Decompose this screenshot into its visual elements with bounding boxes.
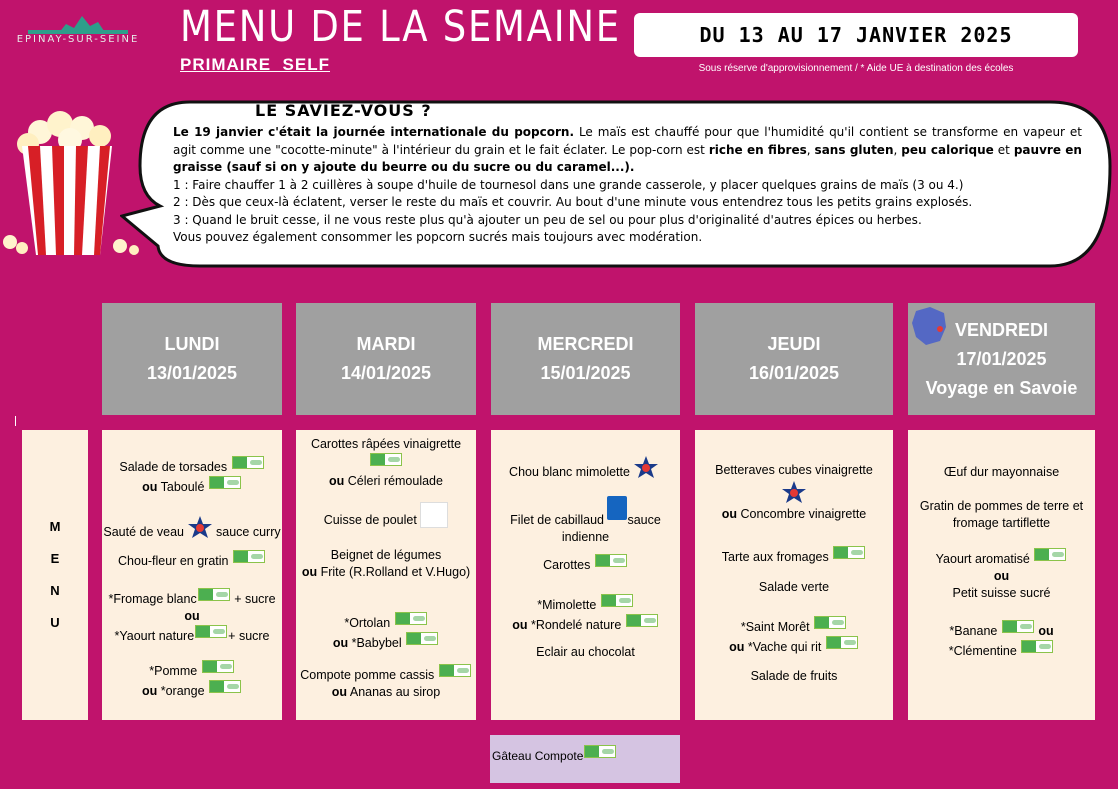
info-step-1: 1 : Faire chauffer 1 à 2 cuillères à soupe d'huile de tournesol dans une grande casserole, y placer quelques grains de maïs (3 ou 4.): [173, 177, 964, 192]
or-word: ou: [184, 609, 200, 623]
organic-label-icon: [814, 616, 846, 629]
day-date: 14/01/2025: [340, 363, 432, 383]
dish-name: Gâteau Compote: [492, 749, 584, 763]
menu-item: [908, 464, 1095, 481]
day-header-mercredi: [491, 303, 680, 415]
dish-name: Carottes râpées vinaigrette: [310, 437, 462, 451]
menu-item: [102, 588, 282, 645]
dish-name: Carottes: [543, 558, 591, 572]
info-bold-gluten: sans gluten: [814, 142, 894, 157]
menu-item: [296, 612, 476, 652]
menu-item: [908, 498, 1095, 532]
menu-item: [102, 456, 282, 496]
or-word: ou: [329, 474, 345, 488]
dish-name: Salade de torsades: [119, 460, 228, 474]
dish-name: + sucre: [228, 629, 270, 643]
dish-name: Frite (R.Rolland et V.Hugo): [320, 565, 471, 579]
menu-item: [695, 579, 893, 596]
menu-column-mardi: [296, 430, 476, 720]
saviez-vous-heading: LE SAVIEZ-VOUS ?: [255, 101, 432, 120]
organic-label-icon: [833, 546, 865, 559]
page-subtitle: PRIMAIRE SELF: [180, 55, 331, 74]
reserve-note: Sous réserve d'approvisionnement / * Aide UE à destination des écoles: [698, 63, 1014, 74]
menu-item: [695, 546, 893, 566]
menu-letter: E: [50, 551, 60, 566]
dish-name: indienne: [561, 530, 610, 544]
day-name: LUNDI: [164, 334, 220, 354]
epinay-logo: [8, 8, 148, 44]
organic-label-icon: [1021, 640, 1053, 653]
organic-label-icon: [826, 636, 858, 649]
menu-item: [491, 594, 680, 634]
dish-name: *Saint Morêt: [740, 620, 810, 634]
organic-label-icon: [232, 456, 264, 469]
dish-name: Concombre vinaigrette: [740, 507, 867, 521]
dish-name: *Vache qui rit: [747, 640, 822, 654]
organic-label-icon: [584, 745, 616, 758]
info-bold-calorique: peu calorique: [901, 142, 994, 157]
info-separator: ,: [893, 142, 902, 157]
menu-item: [695, 668, 893, 685]
dish-name: *Fromage blanc: [108, 592, 197, 606]
menu-item: [491, 454, 680, 481]
day-date: 13/01/2025: [146, 363, 238, 383]
dish-name: Sauté de veau: [103, 525, 184, 539]
dish-name: Œuf dur mayonnaise: [943, 465, 1060, 479]
bleu-blanc-coeur-icon: [420, 502, 448, 528]
menu-item: [296, 502, 476, 529]
menu-item: [296, 547, 476, 581]
menu-item: [491, 644, 680, 661]
menu-item: [102, 660, 282, 700]
organic-label-icon: [601, 594, 633, 607]
dish-name: sauce: [627, 513, 661, 527]
dish-name: *Ortolan: [344, 616, 391, 630]
info-paragraph: [173, 124, 1082, 177]
or-word: ou: [301, 565, 318, 579]
dish-name: Gratin de pommes de terre et fromage tartiflette: [919, 499, 1084, 530]
organic-label-icon: [198, 588, 230, 601]
france-map-icon: [910, 305, 950, 347]
logo-skyline-icon: [8, 8, 148, 36]
extra-dessert-mercredi: [490, 735, 680, 783]
day-header-vendredi: [908, 303, 1095, 415]
menu-column-mercredi: [491, 430, 680, 720]
menu-column-lundi: [102, 430, 282, 720]
dish-name: sauce curry: [216, 525, 281, 539]
menu-item: [296, 664, 476, 701]
dish-name: *Rondelé nature: [530, 618, 622, 632]
day-date: 17/01/2025: [956, 348, 1047, 369]
info-bold-graisse: pauvre en graisse (sauf si on y ajoute du beurre ou du sucre ou du caramel...).: [173, 142, 1082, 174]
dish-name: *Clémentine: [948, 644, 1017, 658]
dish-name: Filet de cabillaud: [510, 513, 604, 527]
label-rouge-star-icon: [779, 479, 809, 505]
organic-label-icon: [233, 550, 265, 563]
info-step-2: 2 : Dès que ceux-là éclatent, verser le reste du maïs et couvrir. Au bout d'une minute vous entendrez tous les petits grains explosés.: [173, 195, 973, 209]
day-theme: Voyage en Savoie: [925, 377, 1078, 398]
or-word: ou: [141, 684, 158, 698]
organic-label-icon: [439, 664, 471, 677]
info-bold-intro: Le 19 janvier c'était la journée internationale du popcorn.: [173, 125, 575, 139]
info-step-3: 3 : Quand le bruit cesse, il ne vous reste plus qu'à ajouter un peu de sel ou pour plus d'originalité d'autres épices ou herbes.: [173, 212, 922, 227]
date-range: DU 13 AU 17 JANVIER 2025: [634, 13, 1078, 57]
menu-item: [491, 496, 680, 546]
dish-name: Salade de fruits: [750, 669, 838, 683]
day-name: MERCREDI: [537, 334, 634, 354]
menu-item: [102, 550, 282, 570]
organic-label-icon: [209, 476, 241, 489]
dish-name: Petit suisse sucré: [952, 586, 1051, 600]
organic-label-icon: [626, 614, 658, 627]
menu-item: [491, 554, 680, 574]
dish-name: *Babybel: [351, 636, 402, 650]
info-text: [173, 124, 1082, 247]
menu-letter: N: [50, 583, 60, 598]
menu-column-vendredi: [908, 430, 1095, 720]
dish-name: Taboulé: [160, 480, 205, 494]
or-word: ou: [729, 640, 745, 654]
day-header-lundi: [102, 303, 282, 415]
dish-name: Tarte aux fromages: [721, 550, 829, 564]
dish-name: Eclair au chocolat: [536, 645, 635, 659]
day-date: 16/01/2025: [748, 363, 840, 383]
dish-name: Salade verte: [758, 580, 830, 594]
info-closing: Vous pouvez également consommer les popcorn sucrés mais toujours avec modération.: [173, 230, 703, 244]
dish-name: Céleri rémoulade: [347, 474, 443, 488]
dish-name: Compote pomme cassis: [300, 668, 435, 682]
day-header-jeudi: [695, 303, 893, 415]
menu-item: [296, 436, 476, 490]
page-title: MENU DE LA SEMAINE: [180, 2, 621, 52]
menu-item: [908, 620, 1095, 660]
or-word: ou: [512, 618, 528, 632]
dish-name: Betteraves cubes vinaigrette: [715, 463, 873, 477]
menu-letter: M: [49, 519, 61, 534]
day-header-mardi: [296, 303, 476, 415]
menu-item: [102, 514, 282, 541]
or-word: ou: [1038, 624, 1054, 638]
menu-side-label: [22, 430, 88, 720]
divider-tick: [15, 416, 16, 426]
organic-label-icon: [1034, 548, 1066, 561]
organic-label-icon: [209, 680, 241, 693]
dish-name: *orange: [160, 684, 205, 698]
dish-name: *Yaourt nature: [114, 629, 195, 643]
menu-item: [492, 745, 617, 763]
or-word: ou: [142, 480, 158, 494]
dish-name: Ananas au sirop: [349, 685, 441, 699]
info-text-part: Le maïs est chauffé pour que l'humidité qu'il contient se transforme en vapeur et agit comme une "cocotte-minute" à l'intérieur du grain et le fait éclater. Le pop-corn est: [173, 125, 1083, 157]
or-word: ou: [721, 507, 738, 521]
msc-label-icon: [607, 496, 627, 520]
organic-label-icon: [195, 625, 227, 638]
day-date: 15/01/2025: [540, 363, 631, 383]
dish-name: Cuisse de poulet: [323, 513, 417, 527]
dish-name: *Mimolette: [537, 598, 597, 612]
logo-city-name: EPINAY-SUR-SEINE: [16, 34, 140, 45]
info-separator: et: [993, 142, 1014, 157]
dish-name: Chou blanc mimolette: [509, 465, 630, 479]
dish-name: Beignet de légumes: [330, 548, 442, 562]
dish-name: Yaourt aromatisé: [935, 552, 1030, 566]
menu-item: [695, 616, 893, 656]
organic-label-icon: [595, 554, 627, 567]
organic-label-icon: [406, 632, 438, 645]
organic-label-icon: [395, 612, 427, 625]
info-bold-fibres: riche en fibres: [708, 142, 807, 157]
day-name: MARDI: [356, 334, 416, 354]
day-name: JEUDI: [767, 334, 821, 354]
menu-column-jeudi: [695, 430, 893, 720]
day-name: VENDREDI: [954, 319, 1048, 340]
info-separator: ,: [806, 142, 815, 157]
dish-name: Chou-fleur en gratin: [118, 554, 229, 568]
or-word: ou: [332, 636, 349, 650]
organic-label-icon: [1002, 620, 1034, 633]
organic-label-icon: [202, 660, 234, 673]
menu-item: [908, 548, 1095, 602]
or-word: ou: [993, 569, 1010, 583]
dish-name: + sucre: [234, 592, 276, 606]
menu-letter: U: [50, 615, 60, 630]
label-rouge-star-icon: [185, 514, 215, 540]
dish-name: *Banane: [949, 624, 998, 638]
label-rouge-star-icon: [631, 454, 661, 480]
dish-name: *Pomme: [149, 664, 198, 678]
menu-item: [695, 462, 893, 523]
organic-label-icon: [370, 453, 402, 466]
or-word: ou: [331, 685, 348, 699]
